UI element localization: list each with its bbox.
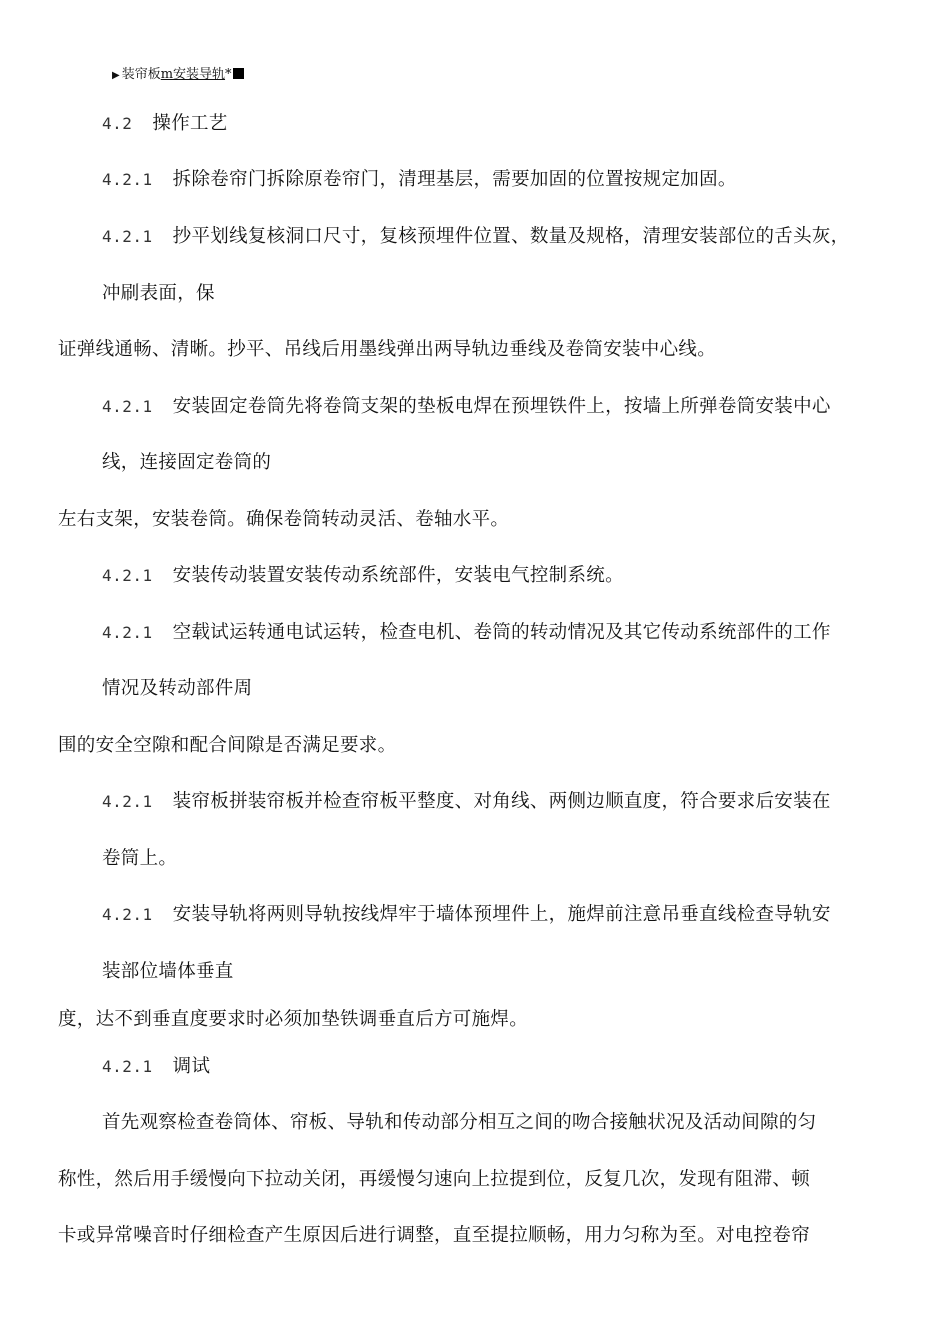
step-number: 4.2.1	[102, 170, 153, 189]
paragraph-line: 卡或异常噪音时仔细检查产生原因后进行调整，直至提拉顺畅，用力匀称为至。对电控卷帘	[58, 1225, 811, 1246]
step-item	[102, 621, 831, 645]
step-text: 安装固定卷筒先将卷筒支架的垫板电焊在预埋铁件上，按墙上所弹卷筒安装中心	[172, 396, 831, 417]
square-icon	[233, 68, 244, 79]
paragraph-line: 首先观察检查卷筒体、帘板、导轨和传动部分相互之间的吻合接触状况及活动间隙的匀	[102, 1112, 817, 1133]
step-continuation: 左右支架，安装卷筒。确保卷筒转动灵活、卷轴水平。	[58, 509, 510, 530]
paragraph-line: 称性，然后用手缓慢向下拉动关闭，再缓慢匀速向上拉提到位，反复几次，发现有阻滞、顿	[58, 1169, 811, 1190]
step-text: 拆除卷帘门拆除原卷帘门，清理基层，需要加固的位置按规定加固。	[172, 169, 737, 190]
step-text: 调试	[172, 1056, 211, 1077]
flowchart-step-rail: m安装导轨	[160, 67, 226, 82]
section-title: 操作工艺	[152, 113, 228, 134]
step-number: 4.2.1	[102, 905, 153, 924]
section-number: 4.2	[102, 114, 133, 133]
step-text: 安装传动装置安装传动系统部件，安装电气控制系统。	[172, 565, 624, 586]
step-continuation: 线，连接固定卷筒的	[102, 452, 272, 473]
step-continuation: 证弹线通畅、清晰。抄平、吊线后用墨线弹出两导轨边垂线及卷筒安装中心线。	[58, 339, 717, 360]
step-text: 空载试运转通电试运转，检查电机、卷筒的转动情况及其它传动系统部件的工作	[172, 622, 831, 643]
flowchart-asterisk: *	[225, 67, 232, 82]
flowchart-caption	[112, 66, 244, 85]
step-continuation: 情况及转动部件周	[102, 678, 253, 699]
step-text: 安装导轨将两则导轨按线焊牢于墙体预埋件上，施焊前注意吊垂直线检查导轨安	[172, 904, 831, 925]
flowchart-step-curtain: 装帘板	[121, 67, 161, 82]
step-continuation: 度，达不到垂直度要求时必须加垫铁调垂直后方可施焊。	[58, 1009, 529, 1030]
section-heading	[102, 112, 228, 136]
step-number: 4.2.1	[102, 397, 153, 416]
step-continuation: 卷筒上。	[102, 848, 178, 869]
step-item	[102, 168, 737, 192]
step-item	[102, 1055, 210, 1079]
step-text: 装帘板拼装帘板并检查帘板平整度、对角线、两侧边顺直度，符合要求后安装在	[172, 791, 831, 812]
step-number: 4.2.1	[102, 792, 153, 811]
step-number: 4.2.1	[102, 566, 153, 585]
step-text: 抄平划线复核洞口尺寸，复核预埋件位置、数量及规格，清理安装部位的舌头灰，	[172, 226, 850, 247]
step-item	[102, 395, 831, 419]
step-continuation: 冲刷表面，保	[102, 283, 215, 304]
step-item	[102, 790, 831, 814]
step-item	[102, 225, 849, 249]
step-item	[102, 564, 624, 588]
arrow-icon: ▶	[112, 70, 120, 81]
step-continuation: 装部位墙体垂直	[102, 961, 234, 982]
step-number: 4.2.1	[102, 227, 153, 246]
step-number: 4.2.1	[102, 1057, 153, 1076]
step-continuation: 围的安全空隙和配合间隙是否满足要求。	[58, 735, 397, 756]
step-item	[102, 903, 831, 927]
step-number: 4.2.1	[102, 623, 153, 642]
